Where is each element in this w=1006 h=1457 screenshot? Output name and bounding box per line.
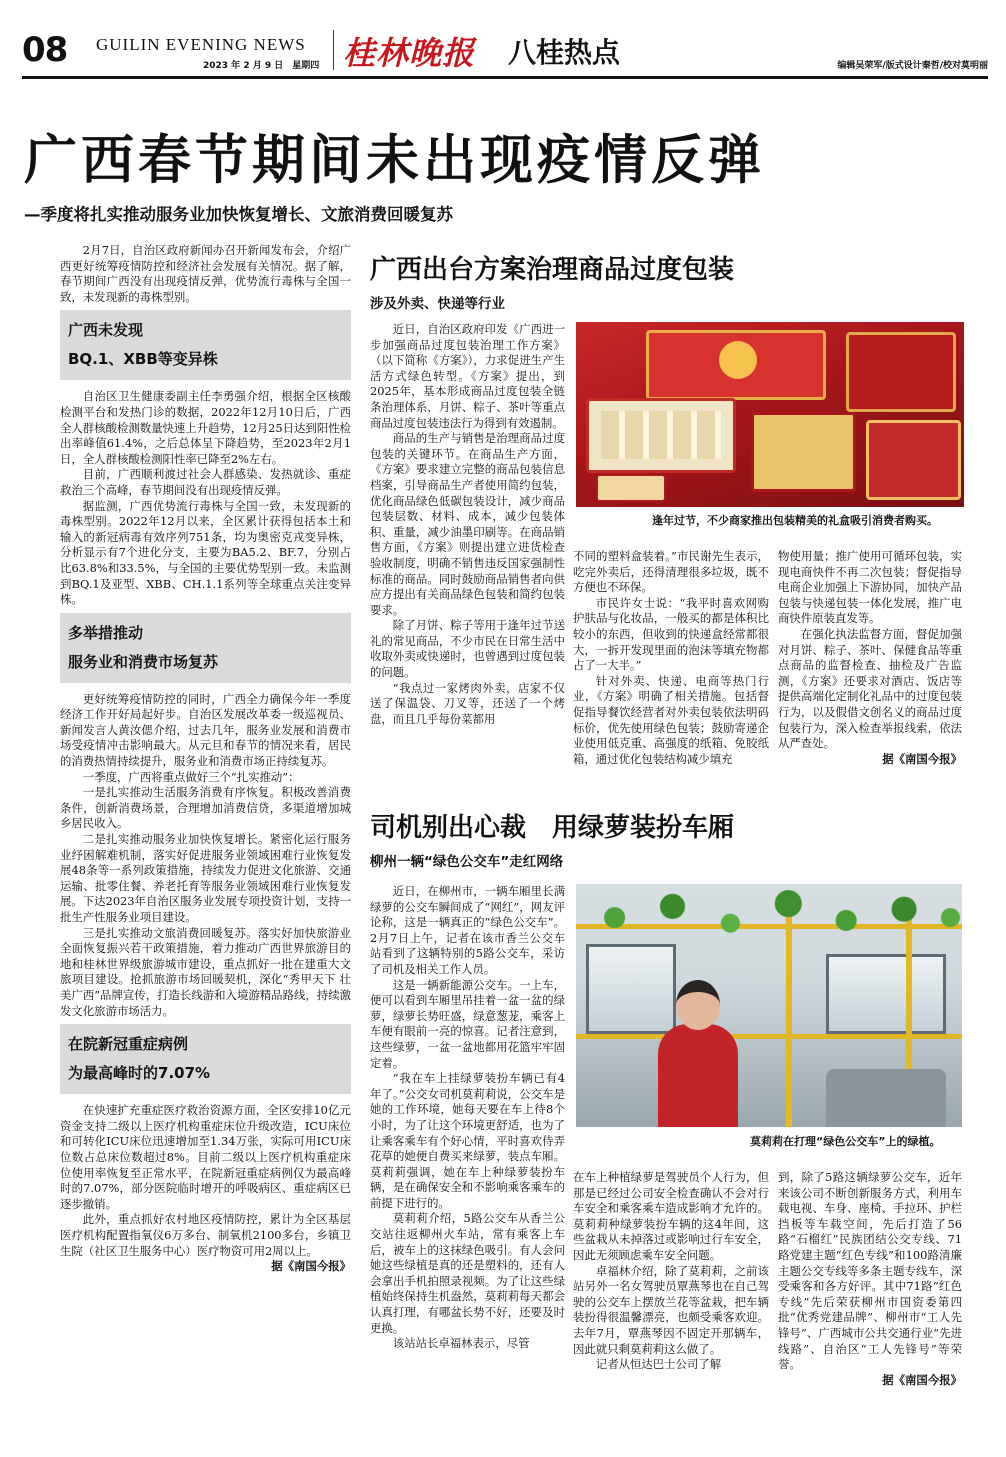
paragraph: 莫莉莉介绍，5路公交车从香兰公交站往返柳州火车站，常有乘客上车后，被车上的这抹绿色吸引。有人会问她这些绿植是真的还是塑料的，还有人会拿出手机拍照录视频。为了让这些绿植始终保持生机盎然，莫莉莉每天都会认真打理，有哪盆长势不好，还要及时更换。 <box>370 1211 565 1335</box>
page-number: 08 <box>22 30 68 70</box>
paragraph: 这是一辆新能源公交车。一上车，便可以看到车厢里吊挂着一盆一盆的绿萝，绿萝长势旺盛，绿意葱茏，乘客上车便有眼前一亮的惊喜。记者注意到，这些绿萝，一盆一盆地都用花篮牢牢固定着。 <box>370 977 565 1070</box>
paragraph: 在快速扩充重症医疗救治资源方面，全区安排10亿元资金支持二级以上医疗机构重症床位升级改造，ICU床位和可转化ICU床位迅速增加至1.34万张，实际可用ICU床位数占总床位数超过8%。目前二级以上医疗机构重症床位使用率恢复至正常水平，在院新冠重症病例仅为最高峰时的7.07%，部分医院临时增开的呼吸病区、重症病区已逐步撤销。 <box>60 1103 351 1211</box>
paragraph: 目前，广西顺利渡过社会人群感染、发热就诊、重症救治三个高峰，春节期间没有出现疫情反弹。 <box>60 467 351 497</box>
source-credit: 据《南国今报》 <box>271 1259 351 1274</box>
paragraph: “我点过一家烤肉外卖，店家不仅送了保温袋、刀叉等，还送了一个烤盘，而且几乎每份菜都用 <box>370 680 565 726</box>
subhead-2-line2: 服务业和消费市场复苏 <box>68 652 219 671</box>
subhead-2-line1: 多举措推动 <box>68 623 144 642</box>
publication-date: 2023 年 2 月 9 日 星期四 <box>203 61 320 71</box>
paragraph: 三是扎实推动文旅消费回暖复苏。落实好加快旅游业全面恢复振兴若干政策措施，着力推动广西世界旅游目的地和桂林世界级旅游城市建设，重点抓好一批在建重大文旅项目建设。抢抓旅游市场回暖契机，深化“秀甲天下 壮美广西”品牌宣传，打造长线游和入境游精品路线，持续激发文化旅游市场活力。 <box>60 925 351 1018</box>
green-bus-photo <box>576 884 962 1127</box>
article1-column-3 <box>778 549 962 767</box>
article2-column-2 <box>573 1170 769 1373</box>
article2-column-3 <box>778 1170 962 1388</box>
paragraph: 此外，重点抓好农村地区疫情防控，累计为全区基层医疗机构配置指氧仪6万多台、制氧机2100多台，乡镇卫生院（社区卫生服务中心）医疗物资可用2周以上。 <box>60 1212 351 1258</box>
masthead-rule <box>22 76 988 79</box>
paragraph: 除了月饼、粽子等用于逢年过节送礼的常见商品，不少市民在日常生活中收取外卖或快递时，也曾遇到过度包装的问题。 <box>370 618 565 680</box>
article1-column-1 <box>370 322 565 727</box>
article1-title: 广西出台方案治理商品过度包装 <box>370 255 735 285</box>
paragraph: 商品的生产与销售是治理商品过度包装的关键环节。在商品生产方面，《方案》要求建立完整的商品包装信息档案，引导商品生产者使用简约包装，优化商品绿色低碳包装设计，减少商品包装层数、材料、成本，减少包装体积、重量，减少油墨印刷等。在商品销售方面，《方案》则提出建立进货检查验收制度，明确不销售违反国家强制性标准的商品。同时鼓励商品销售者向供应方提出有关商品绿色包装和简约包装要求。 <box>370 431 565 617</box>
source-credit: 据《南国今报》 <box>882 1372 962 1387</box>
paragraph: 更好统筹疫情防控的同时，广西全力确保今年一季度经济工作开好局起好步。自治区发展改革委一级巡视员、新闻发言人黄汝偲介绍，过去几年，服务业发展和消费市场受疫情冲击影响最大。从元旦和春节的情况来看，居民的消费热情持续提升，服务业和消费市场正持续复苏。 <box>60 691 351 769</box>
paragraph: 近日，自治区政府印发《广西进一步加强商品过度包装治理工作方案》（以下简称《方案》），力求促进生产生活方式绿色转型。《方案》提出，到2025年，基本形成商品过度包装全链条治理体系，月饼、粽子、茶叶等重点商品过度包装违法行为得到有效遏制。 <box>370 322 565 430</box>
paragraph: 在车上种植绿萝是驾驶员个人行为，但那是已经过公司安全检查确认不会对行车安全和乘客乘车造成影响才允许的。莫莉莉种绿萝装扮车辆的这4年间，这些盆栽从未掉落过或影响过行车安全，因此无须顾虑乘车安全问题。 <box>573 1170 769 1262</box>
masthead-divider <box>333 30 334 70</box>
subhead-box-3 <box>60 1024 351 1094</box>
story-intro: 2月7日，自治区政府新闻办召开新闻发布会，介绍广西更好统筹疫情防控和经济社会发展有关情况。据了解，春节期间广西没有出现疫情反弹，优势流行毒株与全国一致，未发现新的毒株型别。 <box>60 243 351 304</box>
paragraph: 在强化执法监督方面，督促加强对月饼、粽子、茶叶、保健食品等重点商品的监督检查、抽检及广告监测，《方案》还要求对酒店、饭店等提供高端化定制化礼品中的过度包装行为，以及假借文创名义的商品过度包装行为，深入检查举报线索，依法从严查处。 <box>778 626 962 751</box>
paragraph: 不同的塑料盒装着。”市民谢先生表示，吃完外卖后，还得清理很多垃圾，既不方便也不环保。 <box>573 549 769 595</box>
paragraph: 记者从恒达巴士公司了解 <box>595 1357 722 1372</box>
subhead-3-line1: 在院新冠重症病例 <box>68 1035 189 1054</box>
subhead-1-line1: 广西未发现 <box>68 321 144 340</box>
masthead <box>0 0 1006 80</box>
paragraph: 物使用量；推广使用可循环包装，实现电商快件不再二次包装；督促指导电商企业加强上下游协同，加快产品包装与快递包装一体化发展，推广电商快件原装直发等。 <box>778 549 962 626</box>
paragraph: 二是扎实推动服务业加快恢复增长。紧密化运行服务业纾困解难机制，落实好促进服务业领域困难行业恢复发展48条等一系列政策措施，持续发力促进文化旅游、交通运输、批零住餐、养老托育等服务业领域困难行业恢复发展。下达2023年自治区服务业发展专项投资计划，支持一批生产性服务业项目建设。 <box>60 832 351 924</box>
paper-logo: 桂林晚报 <box>343 34 476 72</box>
paragraph: 卓福林介绍，除了莫莉莉，之前该站另外一名女驾驶员覃燕琴也在自己驾驶的公交车上摆放兰花等盆栽，把车辆装扮得很温馨漂亮，也颇受乘客欢迎。去年7月，覃燕琴因不固定开那辆车，因此就只剩莫莉莉这么做了。 <box>573 1263 769 1356</box>
paper-name-en: GUILIN EVENING NEWS <box>96 35 306 54</box>
paragraph: 该站站长卓福林表示，尽管 <box>392 1336 530 1351</box>
left-column-story <box>60 243 351 1275</box>
article2-title: 司机别出心裁 用绿萝装扮车厢 <box>370 813 735 843</box>
subhead-1-line2: BQ.1、XBB等变异株 <box>68 350 218 369</box>
paragraph: 近日，在柳州市，一辆车厢里长满绿萝的公交车瞬间成了“网红”，网友评论称，这是一辆真正的“绿色公交车”。2月7日上午，记者在该市香兰公交车站看到了这辆特别的5路公交车，采访了司机及相关工作人员。 <box>370 884 565 976</box>
subhead-box-1 <box>60 310 351 380</box>
photo1-caption: 逢年过节，不少商家推出包装精美的礼盒吸引消费者购买。 <box>652 514 938 527</box>
photo2-caption: 莫莉莉在打理“绿色公交车”上的绿植。 <box>750 1135 941 1148</box>
main-headline: 广西春节期间未出现疫情反弹 <box>24 130 765 191</box>
subhead-3-line2: 为最高峰时的7.07% <box>68 1064 211 1083</box>
paragraph: 一季度，广西将重点做好三个“扎实推动”： <box>82 769 300 784</box>
source-credit: 据《南国今报》 <box>882 751 962 766</box>
paragraph: “我在车上挂绿萝装扮车辆已有4年了。”公交女司机莫莉莉说，公交车是她的工作环境，她每天要在车上待8个小时，为了让这个环境更舒适，也为了让乘客乘车有个好心情，平时喜欢侍弄花草的她便自费买来绿萝，装点车厢。莫莉莉强调，她在车上种绿萝装扮车辆，是在确保安全和不影响乘客乘车的前提下进行的。 <box>370 1071 565 1210</box>
paragraph: 一是扎实推动生活服务消费有序恢复。积极改善消费条件，创新消费场景，合理增加消费信贷，多渠道增加城乡居民收入。 <box>60 785 351 831</box>
subhead-box-2 <box>60 613 351 683</box>
paragraph: 自治区卫生健康委副主任李勇强介绍，根据全区核酸检测平台和发热门诊的数据，2022年12月10日后，广西全人群核酸检测数量快速上升趋势，12月25日达到阳性检出率峰值61.4%，之后总体呈下降趋势，至2023年2月1日，全人群核酸检测阳性率已降至2%左右。 <box>60 389 351 466</box>
article2-column-1 <box>370 884 565 1352</box>
paragraph: 市民许女士说：“我平时喜欢网购护肤品与化妆品，一般买的都是体积比较小的东西，但收到的快递盒经常都很大，一拆开发现里面的泡沫等填充物都占了一大半。” <box>573 595 769 673</box>
main-subheadline: —季度将扎实推动服务业加快恢复增长、文旅消费回暖复苏 <box>24 205 453 224</box>
section-name: 八桂热点 <box>508 36 621 69</box>
paragraph: 到，除了5路这辆绿萝公交车，近年来该公司不断创新服务方式，利用车载电视、车身、座椅、手拉环、护栏挡板等车载空间，先后打造了56路“石榴红”民族团结公交专线、71路党建主题“红色专线”和100路清廉主题公交专线等多条主题专线车，深受乘客和各方好评。其中71路“红色专线”先后荣获柳州市国资委第四批“优秀党建品牌”、柳州市“工人先锋号”、广西城市公共交通行业“先进线路”、自治区“工人先锋号”等荣誉。 <box>778 1170 962 1372</box>
gift-box-photo <box>576 322 964 507</box>
paragraph: 据监测，广西优势流行毒株与全国一致，未发现新的毒株型别。2022年12月以来，全区累计获得包括本土和输入的新冠病毒有效序列751条，均为奥密克戎变异株，分析显示有7个进化分支，主要为BA5.2、BF.7，分别占比63.8%和33.5%，与全国的主要优势型别一致。未监测到BQ.1及亚型、XBB、CH.1.1系列等全球重点关注变异株。 <box>60 498 351 607</box>
article1-column-2 <box>573 549 769 767</box>
paragraph: 针对外卖、快递、电商等热门行业，《方案》明确了相关措施。包括督促指导餐饮经营者对外卖包装依法明码标价，优先使用绿色包装；鼓励寄递企业使用低克重、高强度的纸箱、免胶纸箱，通过优化包装结构减少填充 <box>573 673 769 766</box>
editor-credits: 编辑吴荣军/版式设计秦哲/校对莫明丽 <box>837 61 988 71</box>
article2-subtitle: 柳州一辆“绿色公交车”走红网络 <box>370 854 564 870</box>
article1-subtitle: 涉及外卖、快递等行业 <box>370 296 505 312</box>
